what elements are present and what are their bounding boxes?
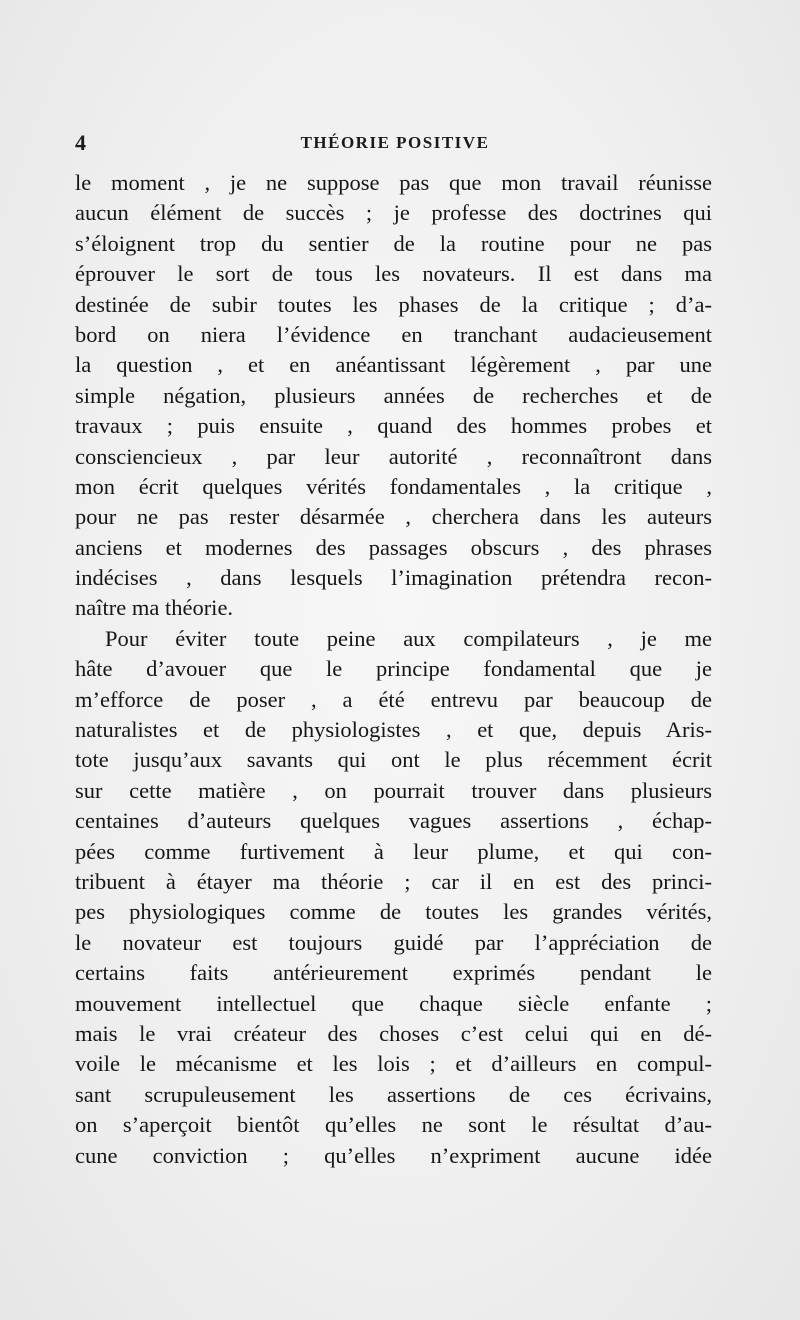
page-number: 4 (75, 130, 86, 155)
text-line: sur cette matière , on pourrait trouver dans plusieurs (75, 777, 712, 803)
text-line: pes physiologiques comme de toutes les grandes vérités, (75, 899, 712, 925)
text-line: certains faits antérieurement exprimés pendant le (75, 960, 712, 986)
text-line: hâte d’avouer que le principe fondamental que je (75, 656, 712, 682)
text-line: anciens et modernes des passages obscurs , des phrases (75, 534, 712, 560)
text-line: s’éloignent trop du sentier de la routine pour ne pas (75, 230, 712, 256)
text-line: voile le mécanisme et les lois ; et d’ailleurs en compul- (75, 1051, 712, 1077)
text-line: éprouver le sort de tous les novateurs. Il est dans ma (75, 261, 712, 287)
text-line: tote jusqu’aux savants qui ont le plus récemment écrit (75, 747, 712, 773)
text-line: mouvement intellectuel que chaque siècle enfante ; (75, 990, 712, 1016)
text-line: simple négation, plusieurs années de recherches et de (75, 382, 712, 408)
text-line: m’efforce de poser , a été entrevu par beaucoup de (75, 686, 712, 712)
text-line: tribuent à étayer ma théorie ; car il en est des princi- (75, 868, 712, 894)
text-line: le moment , je ne suppose pas que mon travail réunisse (75, 170, 712, 195)
page-header (75, 130, 715, 158)
text-line: travaux ; puis ensuite , quand des hommes probes et (75, 413, 712, 439)
text-line: le novateur est toujours guidé par l’appréciation de (75, 929, 712, 955)
text-line: destinée de subir toutes les phases de la critique ; d’a- (75, 291, 712, 317)
text-line: naturalistes et de physiologistes , et que, depuis Aris- (75, 717, 712, 743)
text-line: centaines d’auteurs quelques vagues assertions , échap- (75, 808, 712, 834)
text-line: naître ma théorie. (75, 595, 234, 621)
text-line: mon écrit quelques vérités fondamentales , la critique , (75, 473, 712, 499)
running-title: THÉORIE POSITIVE (300, 133, 490, 152)
text-line: bord on niera l’évidence en tranchant audacieusement (75, 321, 712, 347)
text-line: pour ne pas rester désarmée , cherchera dans les auteurs (75, 504, 712, 530)
text-line: aucun élément de succès ; je professe des doctrines qui (75, 200, 712, 226)
body-text (75, 168, 712, 1171)
text-line: on s’aperçoit bientôt qu’elles ne sont le résultat d’au- (75, 1112, 712, 1138)
text-line: consciencieux , par leur autorité , reconnaîtront dans (75, 443, 712, 469)
text-line: sant scrupuleusement les assertions de ces écrivains, (75, 1081, 712, 1107)
text-line: cune conviction ; qu’elles n’expriment aucune idée (75, 1142, 712, 1168)
text-line: pées comme furtivement à leur plume, et qui con- (75, 838, 712, 864)
text-line: la question , et en anéantissant légèrement , par une (75, 352, 712, 378)
text-line: Pour éviter toute peine aux compilateurs , je me (105, 625, 712, 651)
text-line: indécises , dans lesquels l’imagination prétendra recon- (75, 565, 712, 591)
text-line: mais le vrai créateur des choses c’est celui qui en dé- (75, 1020, 712, 1046)
